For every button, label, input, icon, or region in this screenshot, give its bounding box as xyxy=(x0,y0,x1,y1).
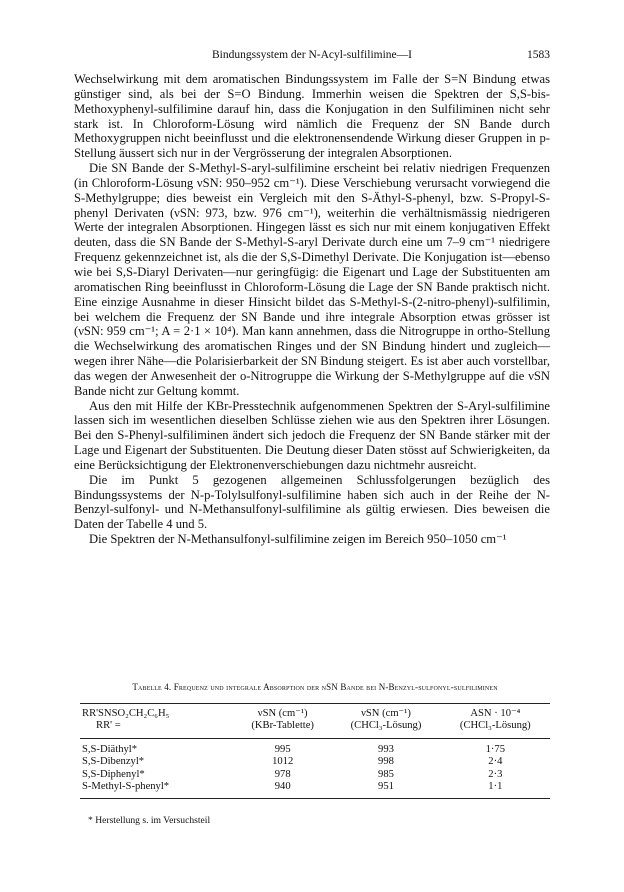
column-header-chcl3: νSN (cm⁻¹) (CHCl₃-Lösung) xyxy=(331,703,440,738)
table-caption-label: Tabelle 4. xyxy=(132,682,172,692)
table-cell: 998 xyxy=(378,756,394,768)
table-cell: 940 xyxy=(234,781,331,798)
paragraph: Aus den mit Hilfe der KBr-Presstechnik aufgenommenen Spektren der S-Aryl-sulfilimine lassen sich im wesentlichen dieselben Schlüsse ziehen wie aus den Spektren ihrer Lösungen. Bei den S-Phenyl-sulfiliminen ändert sich jedoch die Frequenz der SN Bande stärker mit der Lage und Eigenart der Substituenten. Die Deutung dieser Daten stösst auf Schwierigkeiten, da eine Berücksichtigung der Elektronenverschiebungen dazu nichtmehr ausreicht. xyxy=(74,398,550,472)
table-cell: 2·3 xyxy=(488,768,503,780)
table-cell: 985 xyxy=(378,768,394,780)
column-header-compound: RR'SNSO₂CH₂C₆H₅ RR' = xyxy=(80,703,234,738)
page-number: 1583 xyxy=(527,49,550,61)
table-cell: 995 xyxy=(274,743,291,755)
table-cell: 1·75 xyxy=(485,743,506,755)
table-cell: 951 xyxy=(331,781,440,798)
table-cell: S,S-Diphenyl* xyxy=(82,768,145,780)
table-cell: S-Methyl-S-phenyl* xyxy=(80,781,234,798)
paragraph: Die im Punkt 5 gezogenen allgemeinen Schlussfolgerungen bezüglich des Bindungssystems der N-p-Tolylsulfonyl-sulfilimine haben sich auch in der Reihe der N-Benzyl-sulfonyl- und N-Methansulfonyl-sulfilimine als gültig erwiesen. Dies beweisen die Daten der Tabelle 4 und 5. xyxy=(74,472,550,532)
table-caption-text: Frequenz und integrale Absorption der νSN Bande bei N-Benzyl-sulfonyl-sulfiliminen xyxy=(173,682,498,692)
table-cell: 1012 xyxy=(272,756,294,768)
table-caption xyxy=(80,682,550,694)
body-text xyxy=(74,72,550,547)
running-title: Bindungssystem der N-Acyl-sulfilimine—I xyxy=(212,49,412,61)
table-cell: S,S-Dibenzyl* xyxy=(82,756,145,768)
paragraph: Die SN Bande der S-Methyl-S-aryl-sulfilimine erscheint bei relativ niedrigen Frequenzen (in Chloroform-Lösung νSN: 950–952 cm⁻¹). Diese Verschiebung verursacht vorwiegend die S-Methylgruppe; dies beweist ein Vergleich mit den S-Äthyl-S-phenyl, bzw. S-Propyl-S-phenyl Derivaten (νSN: 973, bzw. 976 cm⁻¹), weiterhin die verhältnismässig niedrigeren Werte der integralen Absorptionen. Hingegen lässt es sich nur mit einem konjugativen Effekt deuten, dass die SN Bande der S-Methyl-S-aryl Derivate durch eine um 7–9 cm⁻¹ niedrigere Frequenz gekennzeichnet ist, als die der S,S-Dimethyl Derivate. Die Konjugation ist—ebenso wie bei S,S-Diaryl Derivaten—nur geringfügig: die Eigenart und Lage der Substituenten am aromatischen Ring beeinflusst in Chloroform-Lösung die Lage der SN Bande praktisch nicht. Eine einzige Ausnahme in dieser Hinsicht bildet das S-Methyl-S-(2-nitro-phenyl)-sulfilimin, bei welchem die Frequenz der SN Bande und ihre integrale Absorption etwas grösser ist (νSN: 959 cm⁻¹; A = 2·1 × 10⁴). Man kann annehmen, dass die Nitrogruppe in ortho-Stellung die Wechselwirkung des aromatischen Ringes und der SN Bindung hindert und zugleich—wegen ihrer Nähe—die Polarisierbarkeit der SN Bindung steigert. Es ist aber auch vorstellbar, das wegen der Anwesenheit der o-Nitrogruppe die Wirkung der S-Methylgruppe auf die νSN Bande nicht zur Geltung kommt. xyxy=(74,161,550,398)
table-cell: 978 xyxy=(274,768,291,780)
table-row xyxy=(80,769,550,782)
table-4 xyxy=(80,682,550,826)
table-footnote: * Herstellung s. im Versuchsteil xyxy=(88,814,211,826)
table-cell: 1·1 xyxy=(441,781,550,798)
paragraph: Die Spektren der N-Methansulfonyl-sulfilimine zeigen im Bereich 950–1050 cm⁻¹ xyxy=(89,532,507,547)
table-cell: 993 xyxy=(378,743,394,755)
table-row xyxy=(80,781,550,798)
table-header-row xyxy=(80,703,550,738)
column-header-absorption: ASN · 10⁻⁴ (CHCl₃-Lösung) xyxy=(441,703,550,738)
data-table xyxy=(80,703,550,799)
column-header-kbr: νSN (cm⁻¹) (KBr-Tablette) xyxy=(234,703,331,738)
table-cell: 2·4 xyxy=(488,756,503,768)
paragraph: Wechselwirkung mit dem aromatischen Bindungssystem im Falle der S=N Bindung etwas günstiger sind, als bei der S=O Bindung. Immerhin weisen die Spektren der S,S-bis-Methoxyphenyl-sulfilimine darauf hin, dass die Konjugation in den Sulfiliminen nicht sehr stark ist. In Chloroform-Lösung wird nämlich die Frequenz der SN Bande durch Methoxygruppen nicht beeinflusst und die elektronensendende Wirkung dieser Gruppen in p-Stellung äussert sich nur in der Vergrösserung der integralen Absorptionen. xyxy=(74,72,550,161)
table-row xyxy=(80,756,550,769)
table-row xyxy=(80,738,550,756)
table-cell: S,S-Diäthyl* xyxy=(82,743,138,755)
